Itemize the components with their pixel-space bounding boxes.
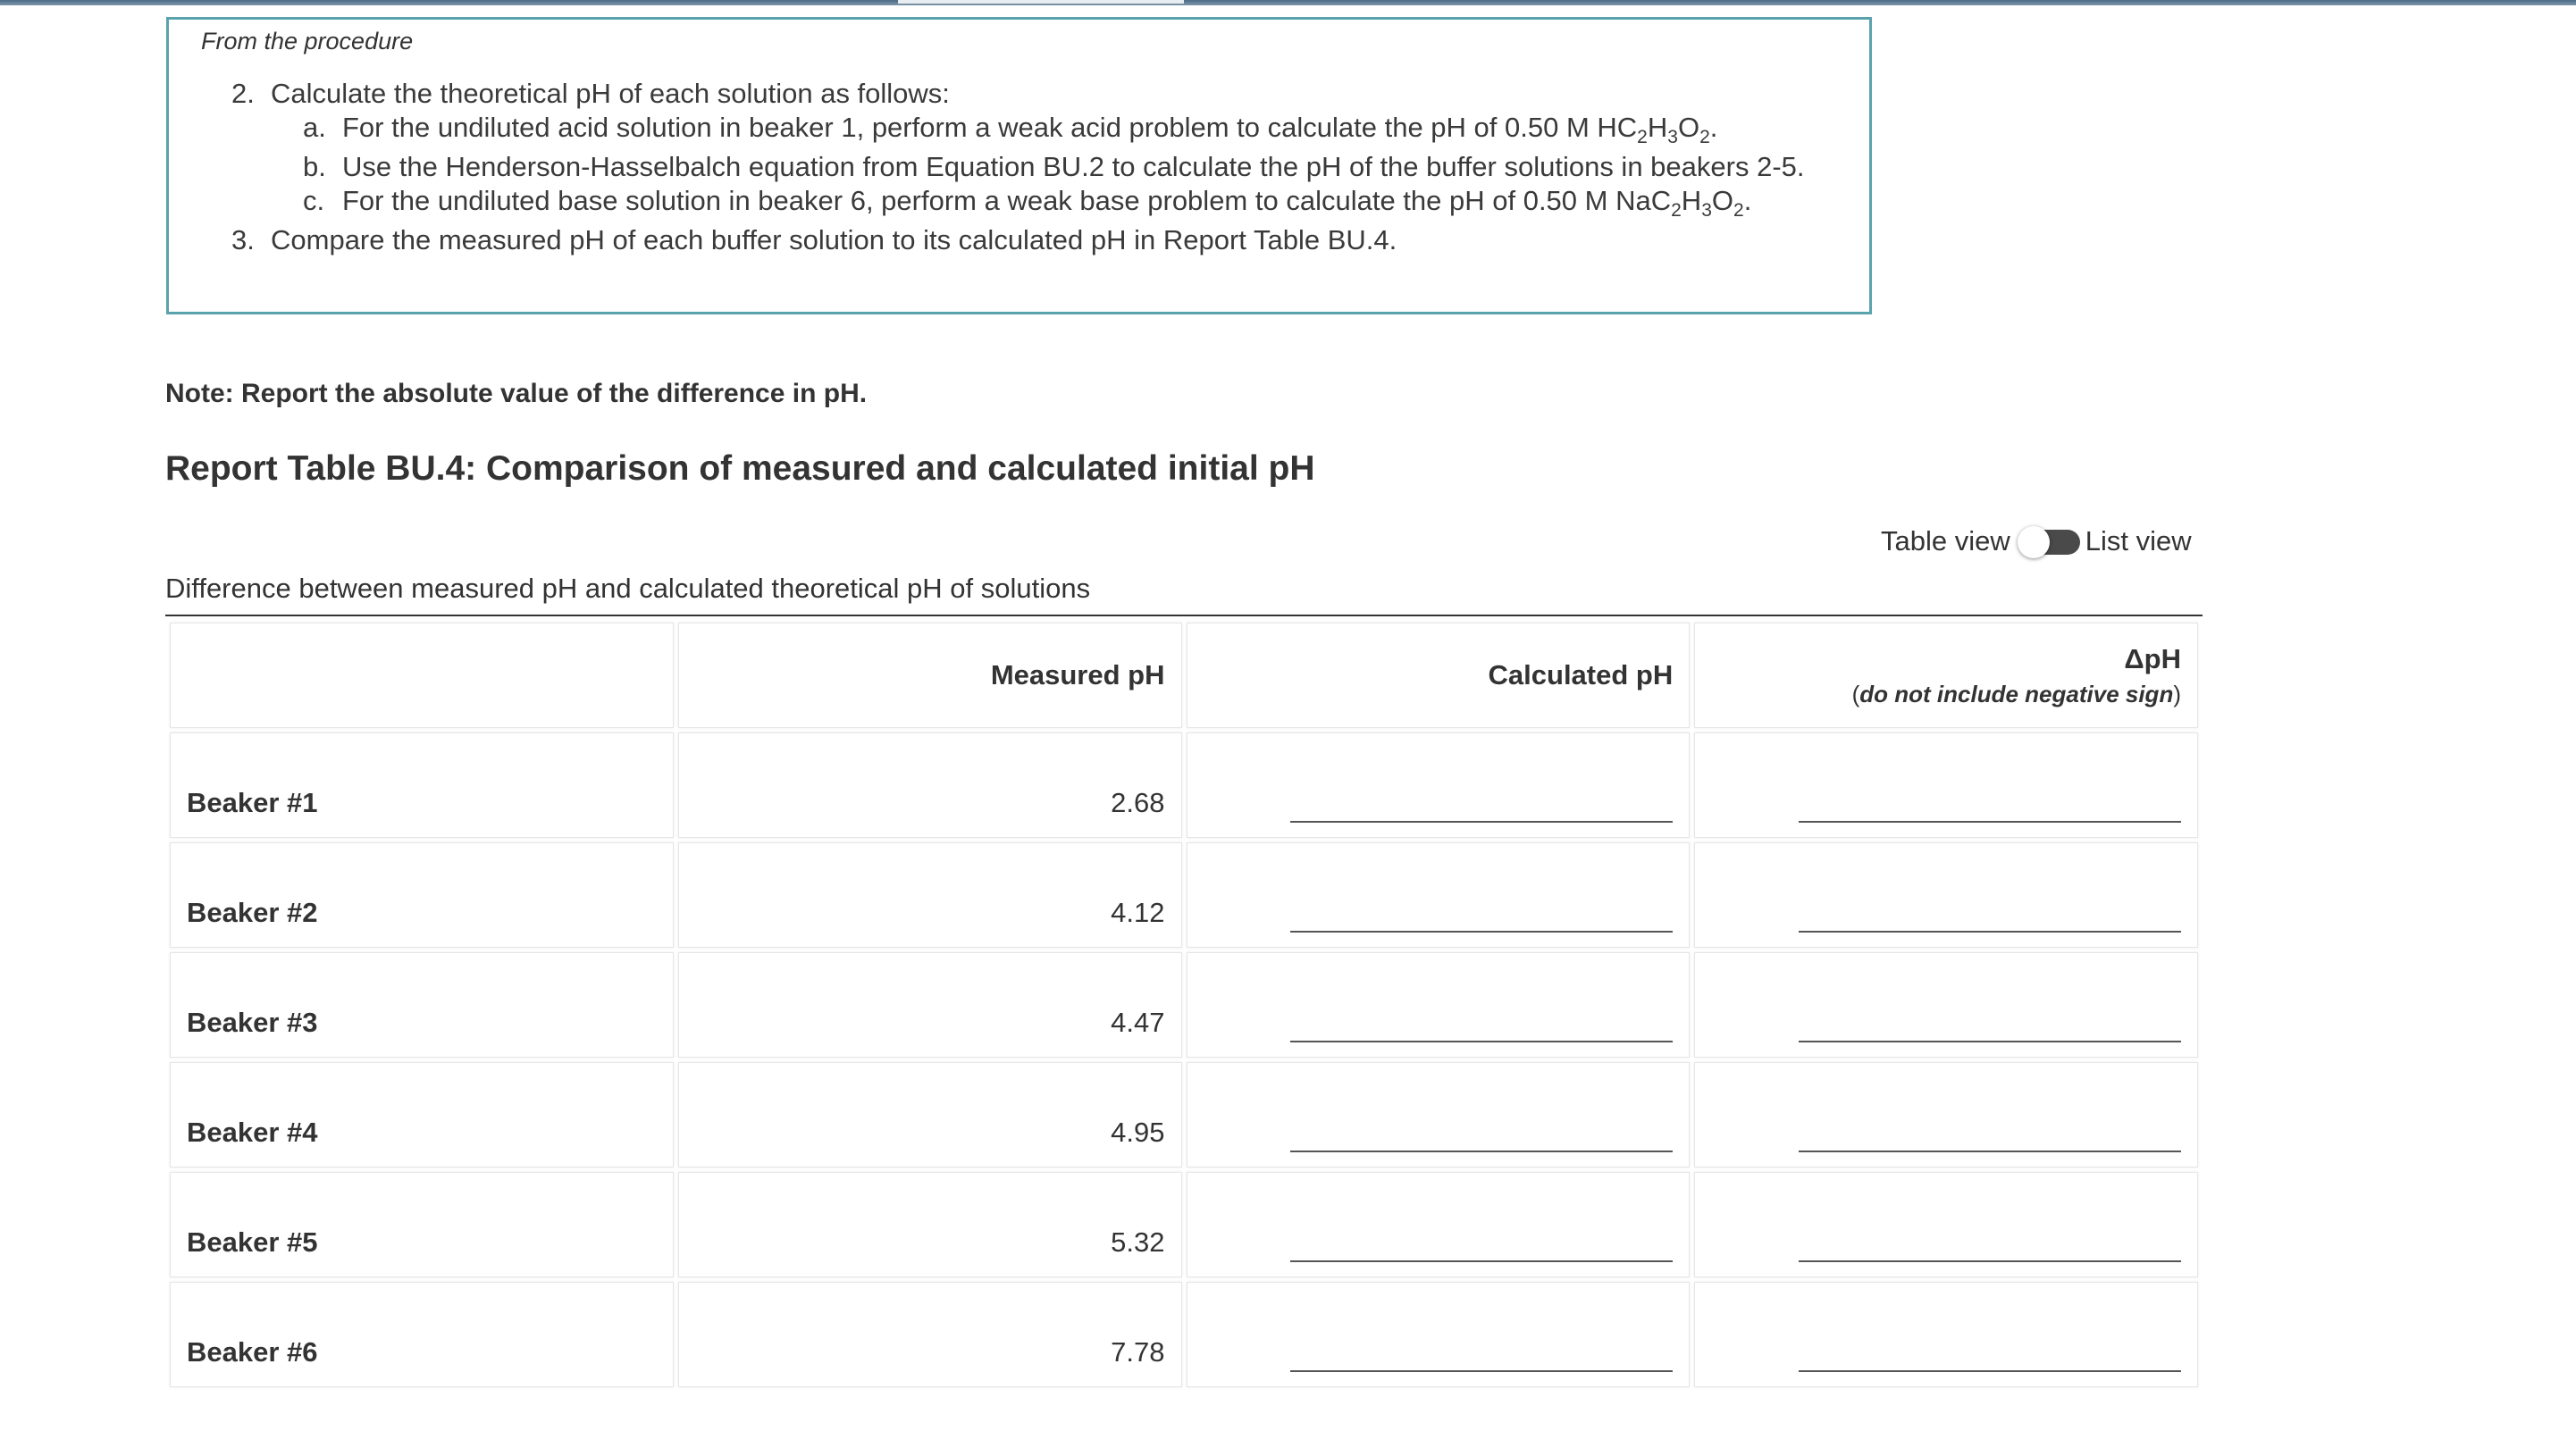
table-row [170,842,2198,948]
calculated-ph-input[interactable] [1290,1008,1673,1042]
calculated-ph-cell [1187,732,1691,838]
step-letter: a. [303,112,326,143]
table-row [170,1062,2198,1167]
procedure-step-2a [303,112,1718,147]
step-text: Use the Henderson-Hasselbalch equation from Equation BU.2 to calculate the pH of the buffer solutions in beakers 2-5. [342,151,1805,182]
measured-ph-value: 4.95 [678,1062,1182,1167]
subscript: 3 [1667,127,1678,147]
delta-note-text: do not include negative sign [1859,680,2174,707]
table-row [170,732,2198,838]
delta-ph-input[interactable] [1799,1228,2181,1262]
header-calculated-ph: Calculated pH [1187,623,1691,728]
measured-ph-value: 2.68 [678,732,1182,838]
formula-end: . [1743,185,1752,216]
subscript: 3 [1701,200,1712,221]
subscript: 2 [1637,127,1648,147]
step-text: For the undiluted acid solution in beaker 1, perform a weak acid problem to calculate the pH of 0.50 M HC [342,112,1638,143]
procedure-step-3 [231,224,1397,256]
delta-ph-cell [1694,732,2198,838]
step-text: Calculate the theoretical pH of each solution as follows: [271,78,950,109]
delta-ph-input[interactable] [1799,899,2181,933]
measured-ph-value: 4.47 [678,952,1182,1058]
step-text: For the undiluted base solution in beaker 6, perform a weak base problem to calculate the pH of 0.50 M NaC [342,185,1672,216]
table-caption: Difference between measured pH and calculated theoretical pH of solutions [165,573,1091,604]
beaker-label: Beaker #2 [170,842,674,948]
paren-open: ( [1851,680,1860,707]
top-bar-tab [898,0,1184,4]
delta-ph-note [1711,681,2181,708]
calculated-ph-cell [1187,1172,1691,1277]
view-toggle [1881,522,2192,561]
subscript: 2 [1733,200,1744,221]
procedure-box [166,17,1872,314]
calculated-ph-cell [1187,952,1691,1058]
beaker-label: Beaker #5 [170,1172,674,1277]
calculated-ph-cell [1187,1282,1691,1387]
step-letter: b. [303,151,326,182]
beaker-label: Beaker #4 [170,1062,674,1167]
delta-ph-input[interactable] [1799,1338,2181,1372]
caption-divider [165,615,2203,616]
procedure-step-2 [231,78,950,110]
calculated-ph-input[interactable] [1290,1338,1673,1372]
subscript: 2 [1699,127,1710,147]
header-measured-ph: Measured pH [678,623,1182,728]
report-table-title: Report Table BU.4: Comparison of measured and calculated initial pH [165,449,1315,488]
delta-ph-cell [1694,952,2198,1058]
beaker-label: Beaker #6 [170,1282,674,1387]
formula-part: H [1681,185,1702,216]
header-empty [170,623,674,728]
list-view-label[interactable]: List view [2085,525,2192,556]
procedure-step-2b [303,151,1805,183]
table-row [170,1172,2198,1277]
delta-ph-input[interactable] [1799,1008,2181,1042]
subscript: 2 [1671,200,1682,221]
calculated-ph-cell [1187,842,1691,948]
calculated-ph-input[interactable] [1290,899,1673,933]
measured-ph-value: 7.78 [678,1282,1182,1387]
table-view-label[interactable]: Table view [1881,525,2010,556]
table-header-row [170,623,2198,728]
formula-part: H [1647,112,1668,143]
table-row [170,952,2198,1058]
top-bar [0,0,2576,5]
procedure-title: From the procedure [201,28,414,54]
procedure-step-2c [303,185,1752,221]
note-text: Note: Report the absolute value of the difference in pH. [165,379,868,408]
delta-ph-cell [1694,1282,2198,1387]
delta-ph-title: ΔpH [2124,642,2181,674]
formula-end: . [1709,112,1718,143]
calculated-ph-input[interactable] [1290,789,1673,823]
calculated-ph-input[interactable] [1290,1228,1673,1262]
view-toggle-switch[interactable] [2018,526,2080,556]
table-row [170,1282,2198,1387]
step-number: 2. [231,78,255,109]
step-number: 3. [231,224,255,255]
delta-ph-cell [1694,1062,2198,1167]
paren-close: ) [2173,680,2181,707]
delta-ph-cell [1694,842,2198,948]
measured-ph-value: 4.12 [678,842,1182,948]
comparison-table [165,618,2203,1392]
formula-part: O [1711,185,1733,216]
beaker-label: Beaker #1 [170,732,674,838]
beaker-label: Beaker #3 [170,952,674,1058]
toggle-knob[interactable] [2018,526,2050,558]
calculated-ph-cell [1187,1062,1691,1167]
formula-part: O [1677,112,1700,143]
delta-ph-input[interactable] [1799,1118,2181,1152]
delta-ph-cell [1694,1172,2198,1277]
header-delta-ph [1694,623,2198,728]
calculated-ph-input[interactable] [1290,1118,1673,1152]
step-text: Compare the measured pH of each buffer solution to its calculated pH in Report Table BU.4. [271,224,1397,255]
step-letter: c. [303,185,325,216]
delta-ph-input[interactable] [1799,789,2181,823]
measured-ph-value: 5.32 [678,1172,1182,1277]
